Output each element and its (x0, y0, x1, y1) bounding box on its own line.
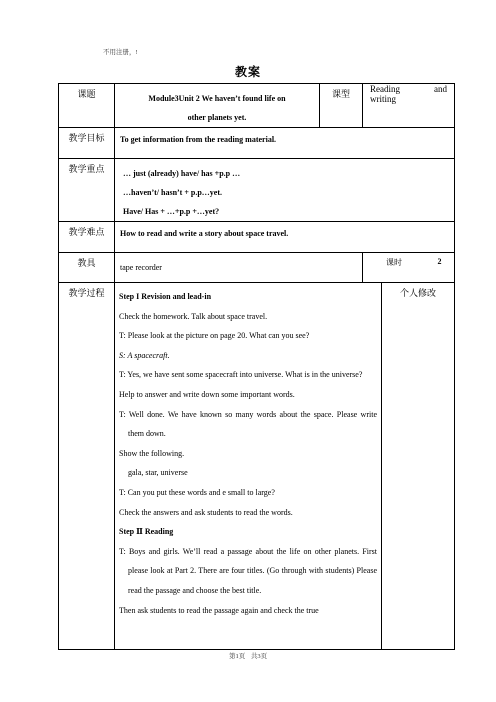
process-line: T: Well done. We have known so many words about the space. Please write them down. (119, 409, 377, 439)
process-line: Then ask students to read the passage again and check the true (119, 605, 319, 615)
goal-value: To get information from the reading material. (115, 128, 455, 159)
key-point-2: …haven’t/ hasn’t + p.p…yet. (123, 188, 223, 197)
process-content (115, 283, 382, 650)
topic-value-line2: other planets yet. (187, 113, 247, 122)
process-label: 教学过程 (59, 283, 115, 650)
process-line: Help to answer and write down some important words. (119, 389, 295, 399)
class-hours-label: 课时 (386, 258, 402, 267)
process-row (59, 283, 455, 650)
process-line: T: Boys and girls. We’ll read a passage about the life on other planets. First please look at Part 2. There are four titles. (Go through with students) Please read the passage and choose the best title. (119, 546, 377, 595)
page-footer: 第1页 共3页 (228, 653, 268, 660)
process-line: T: Please look at the picture on page 20. What can you see? (119, 331, 310, 341)
tools-row (59, 253, 455, 283)
topic-label: 课题 (59, 84, 115, 128)
key-points-row (59, 159, 455, 222)
key-points-label: 教学重点 (59, 159, 115, 222)
key-points-value (115, 159, 455, 222)
lesson-type-word2: and (434, 84, 447, 94)
class-hours-value: 2 (437, 257, 442, 266)
process-line: Step Ⅱ Reading (119, 527, 174, 537)
process-line: Check the answers and ask students to read the words. (119, 507, 293, 517)
difficulty-value: How to read and write a story about space travel. (115, 222, 455, 253)
key-point-1: … just (already) have/ has +p.p … (123, 169, 241, 178)
header-note: 不用注册，! (103, 49, 138, 56)
lesson-type-word1: Reading (370, 84, 400, 94)
lesson-type-word3: writing (370, 94, 396, 104)
key-point-3: Have/ Has + …+p.p +…yet? (123, 207, 220, 216)
document-title: 教案 (234, 65, 261, 79)
difficulty-row (59, 222, 455, 253)
process-line: S: A spacecraft. (119, 350, 170, 360)
process-line: Check the homework. Talk about space travel. (119, 311, 268, 321)
process-line: gala, star, universe (128, 468, 188, 478)
topic-value (115, 84, 320, 128)
lesson-type-value (363, 84, 455, 128)
class-hours-cell (363, 253, 455, 283)
topic-value-line1: Module3Unit 2 We haven’t found life on (148, 94, 286, 103)
process-line: T: Yes, we have sent some spacecraft into universe. What is in the universe? (119, 370, 363, 380)
difficulty-label: 教学难点 (59, 222, 115, 253)
process-line: Show the following. (119, 448, 185, 458)
topic-row (59, 84, 455, 128)
goal-row (59, 128, 455, 159)
lesson-type-label: 课型 (320, 84, 363, 128)
lesson-plan-table (58, 83, 455, 650)
personal-revision-column: 个人修改 (382, 283, 455, 650)
goal-label: 教学目标 (59, 128, 115, 159)
tools-label: 教具 (59, 253, 115, 283)
tools-value: tape recorder (115, 253, 363, 283)
process-line: T: Can you put these words and e small to large? (119, 487, 275, 497)
process-line: Step I Revision and lead-in (119, 292, 212, 301)
